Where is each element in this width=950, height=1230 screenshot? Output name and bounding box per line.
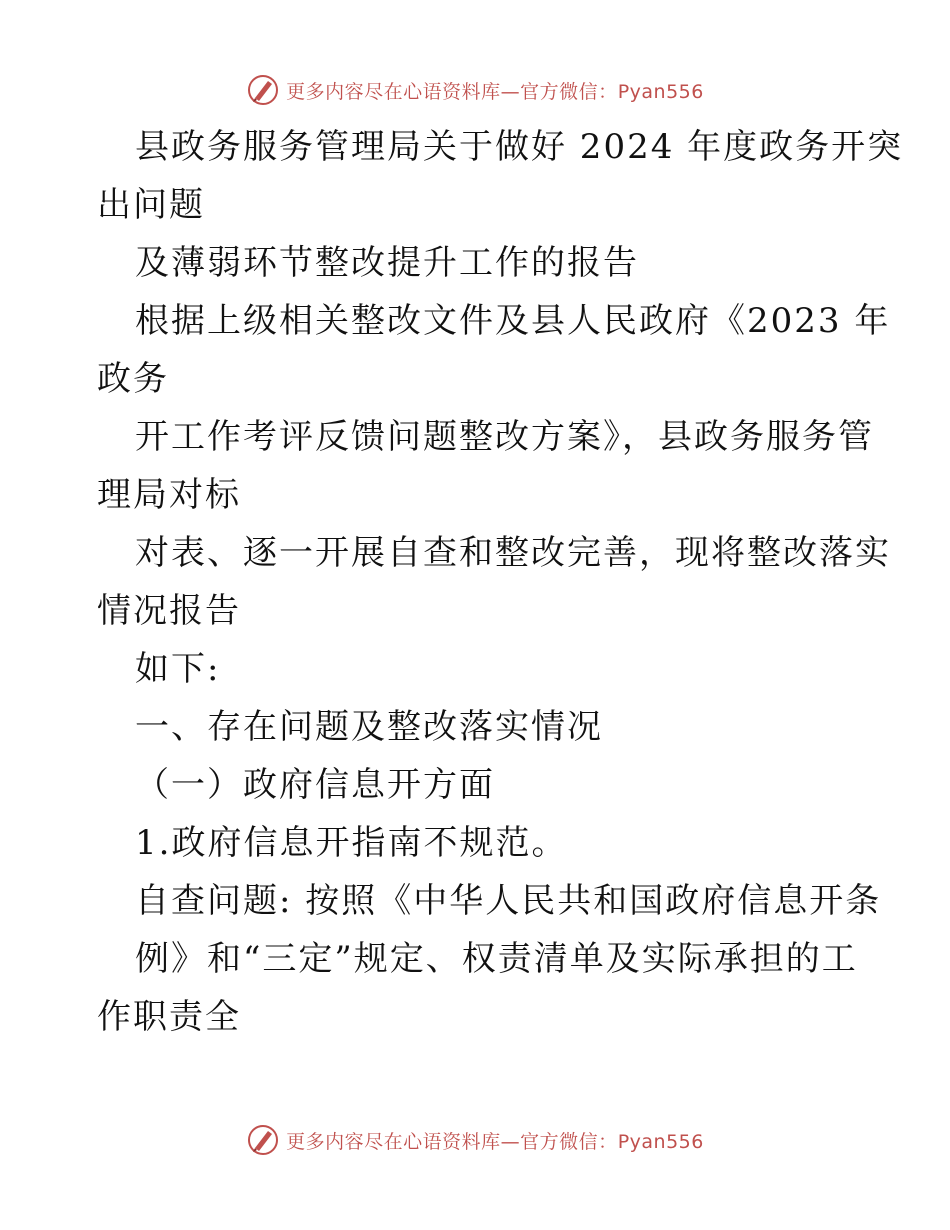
document-line: 例》和“三定”规定、权责清单及实际承担的工 xyxy=(135,939,858,979)
banner-dash: — xyxy=(500,1130,521,1153)
document-line: 根据上级相关整改文件及县人民政府《2023 年 xyxy=(135,301,891,341)
document-line: 对表、逐一开展自查和整改完善，现将整改落实 xyxy=(135,533,891,573)
footer-banner xyxy=(0,1120,950,1160)
banner-handle: Pyan556 xyxy=(617,1130,704,1153)
document-line: 作职责全 xyxy=(97,997,241,1037)
banner-dash: — xyxy=(500,80,521,103)
banner-text xyxy=(286,1127,704,1154)
pen-logo-icon xyxy=(246,73,280,107)
banner-sub: 官方微信： xyxy=(520,80,618,103)
banner-text xyxy=(286,77,704,104)
banner-main: 更多内容尽在心语资料库 xyxy=(286,1130,501,1153)
header-banner xyxy=(0,70,950,110)
document-line: 开工作考评反馈问题整改方案》，县政务服务管 xyxy=(135,417,874,457)
banner-main: 更多内容尽在心语资料库 xyxy=(286,80,501,103)
document-line: 及薄弱环节整改提升工作的报告 xyxy=(135,243,639,283)
document-line: 情况报告 xyxy=(97,591,241,631)
banner-handle: Pyan556 xyxy=(617,80,704,103)
document-line: 1.政府信息开指南不规范。 xyxy=(135,823,568,863)
document-line: 一、存在问题及整改落实情况 xyxy=(135,707,603,747)
document-body xyxy=(97,118,904,1046)
banner-content xyxy=(246,73,704,107)
document-line: （一）政府信息开方面 xyxy=(135,765,495,805)
document-line: 政务 xyxy=(97,359,169,399)
document-line: 理局对标 xyxy=(97,475,241,515)
document-line: 出问题 xyxy=(97,185,205,225)
pen-logo-icon xyxy=(246,1123,280,1157)
document-line: 如下: xyxy=(135,649,221,689)
banner-sub: 官方微信： xyxy=(520,1130,618,1153)
document-line: 县政务服务管理局关于做好 2024 年度政务开突 xyxy=(135,127,904,167)
banner-content xyxy=(246,1123,704,1157)
document-line: 自查问题: 按照《中华人民共和国政府信息开条 xyxy=(135,881,882,921)
